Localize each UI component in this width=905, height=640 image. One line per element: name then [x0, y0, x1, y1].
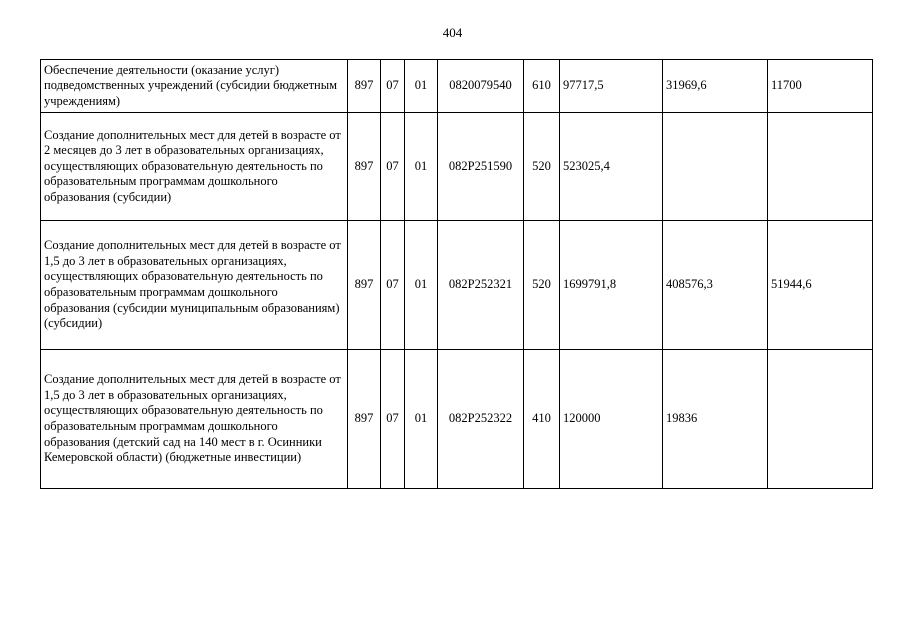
- target-code: 082P252322: [438, 350, 524, 489]
- table-row: [41, 113, 873, 221]
- table-row: [41, 60, 873, 113]
- amount-3: [768, 113, 873, 221]
- amount-2: 408576,3: [663, 221, 768, 350]
- amount-3: [768, 350, 873, 489]
- amount-1: 97717,5: [560, 60, 663, 113]
- ministry-code: 897: [348, 113, 381, 221]
- page-number: 404: [442, 25, 463, 40]
- section-code: 07: [381, 221, 405, 350]
- expense-type-code: 520: [524, 221, 560, 350]
- row-description: Создание дополнительных мест для детей в возрасте от 1,5 до 3 лет в образовательных организациях, осуществляющих образовательную деятельность по образовательным программам дошкольного образования (детский сад на 140 мест в г. Осинники Кемеровской области) (бюджетные инвестиции): [41, 350, 348, 489]
- row-description: Создание дополнительных мест для детей в возрасте от 2 месяцев до 3 лет в образовательных организациях, осуществляющих образовательную деятельность по образовательным программам дошкольного образования (субсидии): [41, 113, 348, 221]
- subsection-code: 01: [405, 221, 438, 350]
- subsection-code: 01: [405, 60, 438, 113]
- subsection-code: 01: [405, 113, 438, 221]
- target-code: 082P252321: [438, 221, 524, 350]
- table-row: [41, 350, 873, 489]
- target-code: 0820079540: [438, 60, 524, 113]
- target-code: 082P251590: [438, 113, 524, 221]
- expense-type-code: 610: [524, 60, 560, 113]
- expense-type-code: 410: [524, 350, 560, 489]
- amount-2: [663, 113, 768, 221]
- amount-2: 19836: [663, 350, 768, 489]
- section-code: 07: [381, 113, 405, 221]
- row-description: Создание дополнительных мест для детей в возрасте от 1,5 до 3 лет в образовательных организациях, осуществляющих образовательную деятельность по образовательным программам дошкольного образования (субсидии муниципальным образованиям) (субсидии): [41, 221, 348, 350]
- ministry-code: 897: [348, 221, 381, 350]
- expense-type-code: 520: [524, 113, 560, 221]
- amount-3: 51944,6: [768, 221, 873, 350]
- section-code: 07: [381, 60, 405, 113]
- amount-2: 31969,6: [663, 60, 768, 113]
- table-row: [41, 221, 873, 350]
- amount-1: 523025,4: [560, 113, 663, 221]
- amount-1: 1699791,8: [560, 221, 663, 350]
- subsection-code: 01: [405, 350, 438, 489]
- ministry-code: 897: [348, 60, 381, 113]
- ministry-code: 897: [348, 350, 381, 489]
- amount-1: 120000: [560, 350, 663, 489]
- budget-table: [40, 59, 873, 489]
- section-code: 07: [381, 350, 405, 489]
- row-description: Обеспечение деятельности (оказание услуг) подведомственных учреждений (субсидии бюджетным учреждениям): [41, 60, 348, 113]
- amount-3: 11700: [768, 60, 873, 113]
